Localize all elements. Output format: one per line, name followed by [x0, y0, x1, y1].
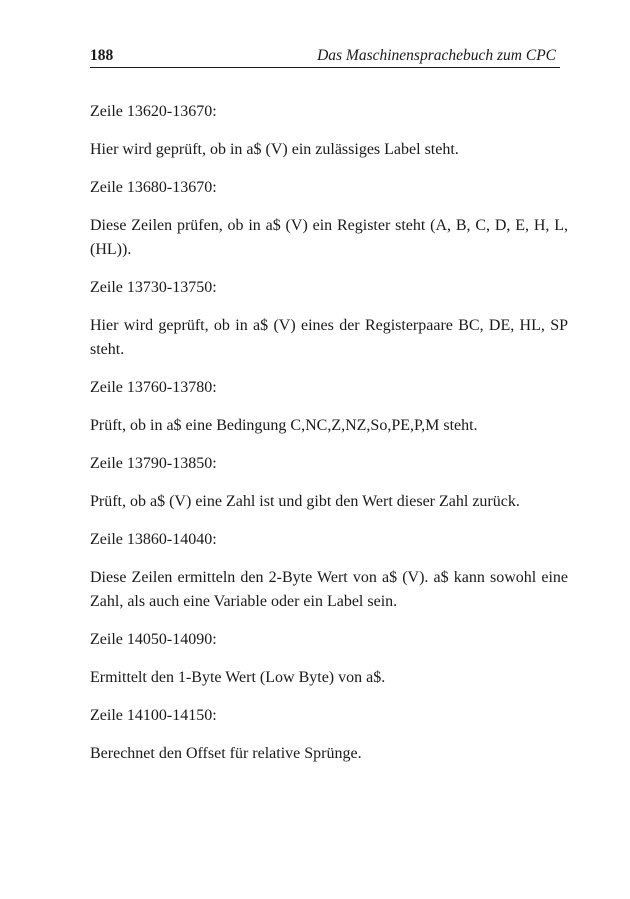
section-text: Ermittelt den 1-Byte Wert (Low Byte) von a$. — [90, 669, 386, 686]
section-heading: Zeile 13790-13850: — [90, 455, 217, 472]
section-heading: Zeile 14100-14150: — [90, 707, 217, 724]
section-text: Diese Zeilen prüfen, ob in a$ (V) ein Register steht (A, B, C, D, E, H, L, (HL)). — [90, 217, 568, 258]
section-text: Hier wird geprüft, ob in a$ (V) eines der Registerpaare BC, DE, HL, SP steht. — [90, 317, 568, 358]
section-text: Prüft, ob a$ (V) eine Zahl ist und gibt den Wert dieser Zahl zurück. — [90, 493, 520, 510]
section-heading: Zeile 13620-13670: — [90, 103, 217, 120]
section-text: Hier wird geprüft, ob in a$ (V) ein zulässiges Label steht. — [90, 141, 459, 158]
section-text: Prüft, ob in a$ eine Bedingung C,NC,Z,NZ,So,PE,P,M steht. — [90, 417, 478, 434]
page-header — [90, 47, 560, 68]
page-content — [90, 100, 568, 766]
section-heading: Zeile 14050-14090: — [90, 631, 217, 648]
running-title: Das Maschinensprachebuch zum CPC — [317, 47, 556, 64]
page-number: 188 — [90, 47, 114, 64]
section-heading: Zeile 13760-13780: — [90, 379, 217, 396]
section-heading: Zeile 13860-14040: — [90, 531, 217, 548]
section-heading: Zeile 13730-13750: — [90, 279, 217, 296]
section-text: Berechnet den Offset für relative Sprünge. — [90, 745, 362, 762]
section-text: Diese Zeilen ermitteln den 2-Byte Wert von a$ (V). a$ kann sowohl eine Zahl, als auch eine Variable oder ein Label sein. — [90, 569, 568, 610]
section-heading: Zeile 13680-13670: — [90, 179, 217, 196]
